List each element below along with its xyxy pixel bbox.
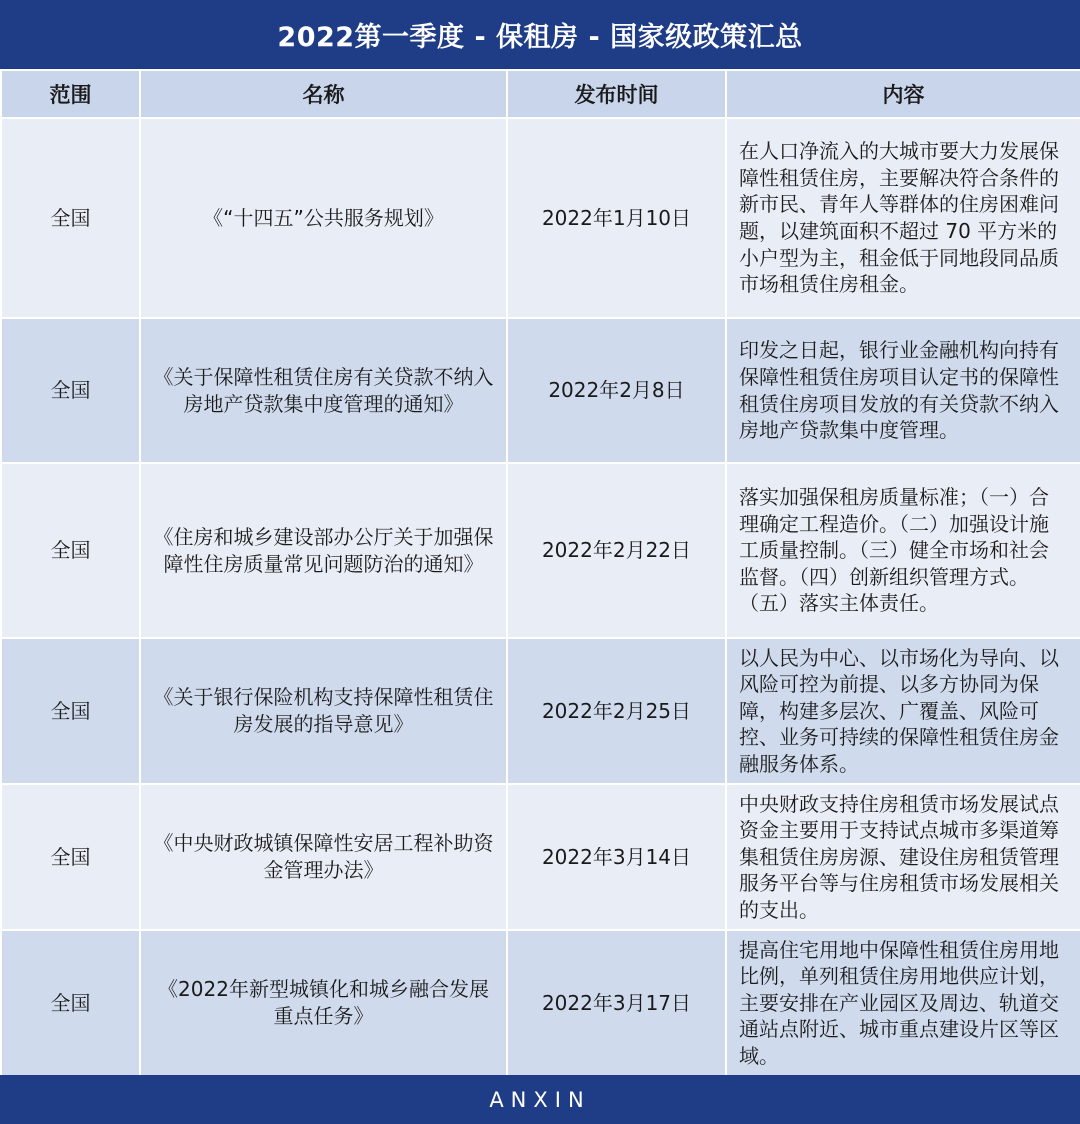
policy-table [0,69,1080,1077]
publish-date-cell: 2022年1月10日 [507,118,726,318]
scope-cell: 全国 [1,930,140,1076]
table-row [1,118,1080,318]
content-cell: 在人口净流入的大城市要大力发展保障性租赁住房，主要解决符合条件的新市民、青年人等群体的住房困难问题，以建筑面积不超过 70 平方米的小户型为主，租金低于同地段同品质市场租赁住房租金。 [726,118,1080,318]
header-name: 名称 [140,70,507,118]
scope-cell: 全国 [1,118,140,318]
content-cell: 提高住宅用地中保障性租赁住房用地比例，单列租赁住房用地供应计划，主要安排在产业园区及周边、轨道交通站点附近、城市重点建设片区等区域。 [726,930,1080,1076]
content-cell: 中央财政支持住房租赁市场发展试点资金主要用于支持试点城市多渠道筹集租赁住房房源、建设住房租赁管理服务平台等与住房租赁市场发展相关的支出。 [726,784,1080,930]
header-scope: 范围 [1,70,140,118]
publish-date-cell: 2022年2月8日 [507,318,726,463]
policy-name-cell: 《2022年新型城镇化和城乡融合发展重点任务》 [140,930,507,1076]
table-header-row [1,70,1080,118]
content-cell: 落实加强保租房质量标准；（一）合理确定工程造价。（二）加强设计施工质量控制。（三）健全市场和社会监督。（四）创新组织管理方式。（五）落实主体责任。 [726,463,1080,638]
scope-cell: 全国 [1,463,140,638]
content-cell: 印发之日起，银行业金融机构向持有保障性租赁住房项目认定书的保障性租赁住房项目发放的有关贷款不纳入房地产贷款集中度管理。 [726,318,1080,463]
page-title: 2022第一季度 - 保租房 - 国家级政策汇总 [0,0,1080,69]
policy-name-cell: 《关于银行保险机构支持保障性租赁住房发展的指导意见》 [140,638,507,784]
header-content: 内容 [726,70,1080,118]
policy-name-cell: 《关于保障性租赁住房有关贷款不纳入房地产贷款集中度管理的通知》 [140,318,507,463]
table-row [1,638,1080,784]
scope-cell: 全国 [1,784,140,930]
policy-name-cell: 《住房和城乡建设部办公厅关于加强保障性住房质量常见问题防治的通知》 [140,463,507,638]
table-row [1,463,1080,638]
policy-name-cell: 《中央财政城镇保障性安居工程补助资金管理办法》 [140,784,507,930]
publish-date-cell: 2022年3月17日 [507,930,726,1076]
publish-date-cell: 2022年3月14日 [507,784,726,930]
publish-date-cell: 2022年2月25日 [507,638,726,784]
header-date: 发布时间 [507,70,726,118]
table-row [1,930,1080,1076]
scope-cell: 全国 [1,318,140,463]
policy-name-cell: 《“十四五”公共服务规划》 [140,118,507,318]
table-row [1,318,1080,463]
footer-brand: ANXIN [0,1075,1080,1124]
scope-cell: 全国 [1,638,140,784]
table-row [1,784,1080,930]
publish-date-cell: 2022年2月22日 [507,463,726,638]
content-cell: 以人民为中心、以市场化为导向、以风险可控为前提、以多方协同为保障，构建多层次、广覆盖、风险可控、业务可持续的保障性租赁住房金融服务体系。 [726,638,1080,784]
